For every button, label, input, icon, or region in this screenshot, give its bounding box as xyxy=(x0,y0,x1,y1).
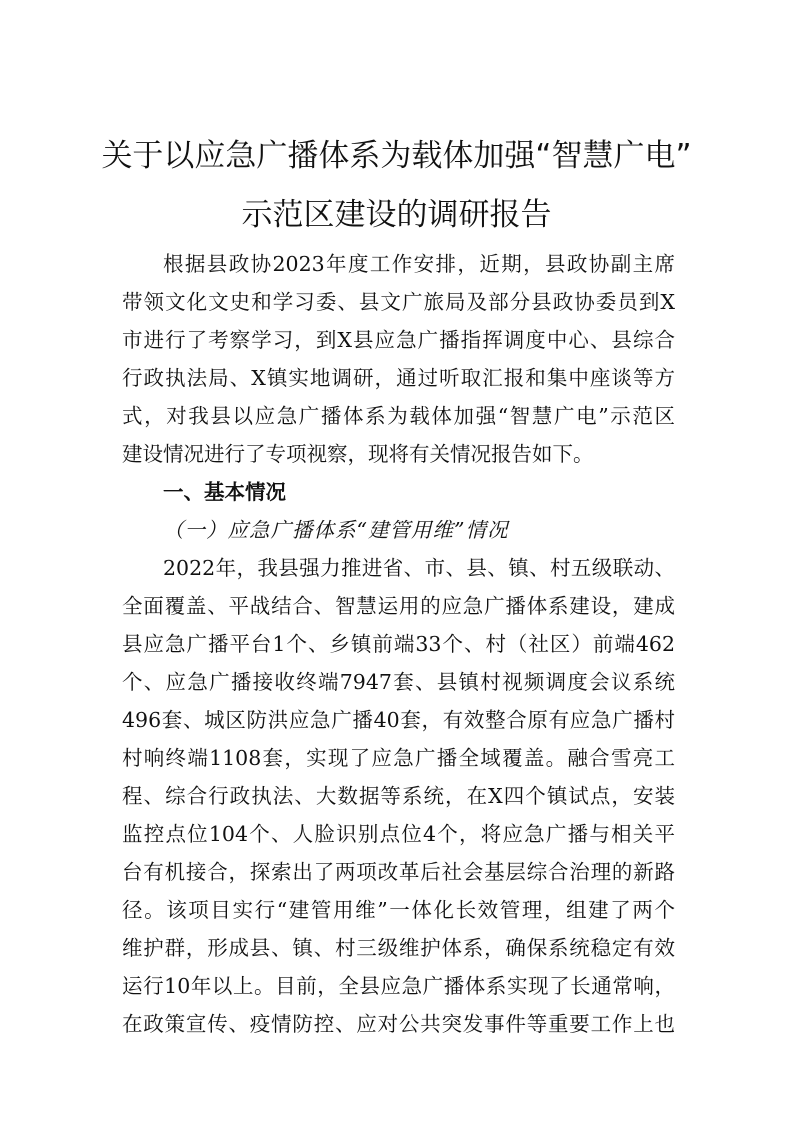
body-line: 496套、城区防洪应急广播40套，有效整合原有应急广播村 xyxy=(122,708,675,732)
body-line: 台有机接合，探索出了两项改革后社会基层综合治理的新路 xyxy=(122,860,675,884)
body-line: 程、综合行政执法、大数据等系统，在X四个镇试点，安装 xyxy=(122,784,675,808)
intro-line: 带领文化文史和学习委、县文广旅局及部分县政协委员到X xyxy=(122,290,675,314)
body-line: 2022年，我县强力推进省、市、县、镇、村五级联动、 xyxy=(163,556,675,580)
body-line: 维护群，形成县、镇、村三级维护体系，确保系统稳定有效 xyxy=(122,936,675,960)
intro-line: 式，对我县以应急广播体系为载体加强“智慧广电”示范区 xyxy=(122,404,675,428)
subsection-heading: （一）应急广播体系“建管用维”情况 xyxy=(163,518,509,542)
intro-line: 行政执法局、X镇实地调研，通过听取汇报和集中座谈等方 xyxy=(122,366,675,390)
body-line: 个、应急广播接收终端7947套、县镇村视频调度会议系统 xyxy=(122,670,675,694)
body-line: 在政策宣传、疫情防控、应对公共突发事件等重要工作上也 xyxy=(122,1012,675,1036)
intro-line: 建设情况进行了专项视察，现将有关情况报告如下。 xyxy=(122,442,594,466)
section-heading: 一、基本情况 xyxy=(163,480,286,504)
intro-line: 根据县政协2023年度工作安排，近期，县政协副主席 xyxy=(163,252,675,276)
body-line: 村响终端1108套，实现了应急广播全域覆盖。融合雪亮工 xyxy=(122,746,675,770)
body-line: 径。该项目实行“建管用维”一体化长效管理，组建了两个 xyxy=(122,898,675,922)
document-title-line-1: 关于以应急广播体系为载体加强“智慧广电” xyxy=(101,138,692,174)
body-line: 运行10年以上。目前，全县应急广播体系实现了长通常响， xyxy=(122,974,675,998)
body-line: 全面覆盖、平战结合、智慧运用的应急广播体系建设，建成 xyxy=(122,594,675,618)
body-line: 县应急广播平台1个、乡镇前端33个、村（社区）前端462 xyxy=(122,632,675,656)
body-line: 监控点位104个、人脸识别点位4个，将应急广播与相关平 xyxy=(122,822,675,846)
document-title-line-2: 示范区建设的调研报告 xyxy=(241,197,552,233)
intro-line: 市进行了考察学习，到X县应急广播指挥调度中心、县综合 xyxy=(122,328,675,352)
